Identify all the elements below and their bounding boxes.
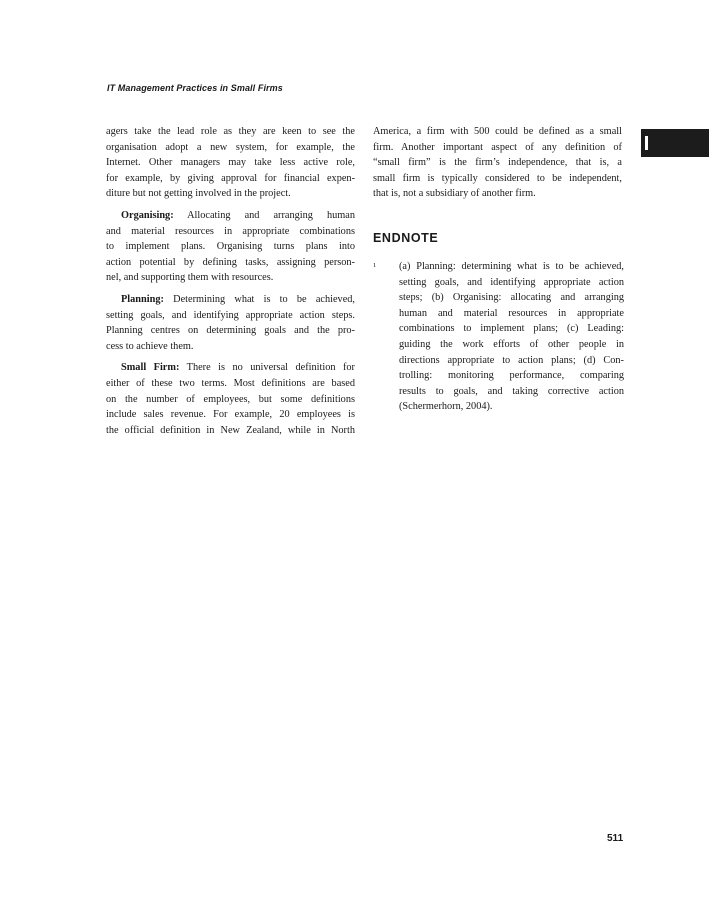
definition-term: Small Firm:	[121, 362, 180, 374]
definition-text: Allocating and arranging human	[173, 209, 355, 221]
endnote-text	[399, 259, 624, 415]
right-column	[373, 124, 622, 208]
definition-term: Organising:	[121, 209, 174, 221]
text-line: cess to achieve them.	[106, 340, 194, 352]
text-line: include sales revenue. For example, 20 employees is	[106, 409, 355, 421]
text-line: Internet. Other managers may take less active role,	[106, 157, 355, 169]
definition-first-line	[106, 292, 355, 308]
text-line: for example, by giving approval for financial expen-	[106, 172, 355, 184]
definition-term: Planning:	[121, 293, 164, 305]
text-line: small firm is typically considered to be independent,	[373, 172, 622, 184]
text-line: either of these two terms. Most definitions are based	[106, 377, 355, 389]
text-line: organisation adopt a new system, for example, the	[106, 141, 355, 153]
running-title: IT Management Practices in Small Firms	[107, 83, 283, 93]
chapter-thumb-tab	[641, 129, 709, 157]
definition-text: There is no universal definition for	[179, 362, 355, 374]
text-line: agers take the lead role as they are keen to see the	[106, 126, 355, 137]
page-number: 511	[607, 833, 624, 844]
definition-first-line	[106, 208, 355, 224]
text-line: “small firm” is the firm’s independence, that is, a	[373, 157, 622, 169]
text-line: diture but not getting involved in the project.	[106, 188, 291, 200]
text-line: setting goals, and identifying appropriate action steps.	[106, 309, 355, 321]
text-line: firm. Another important aspect of any definition of	[373, 141, 622, 153]
text-line: human and material resources in appropriate	[399, 307, 624, 319]
text-line: guiding the work efforts of other people in	[399, 338, 624, 350]
text-line: to implement plans. Organising turns plans into	[106, 241, 355, 253]
text-line: Planning centres on determining goals and the pro-	[106, 325, 355, 337]
text-line: on the number of employees, but some definitions	[106, 393, 355, 405]
text-line: nel, and supporting them with resources.	[106, 272, 274, 284]
definition-text: Determining what is to be achieved,	[163, 293, 355, 305]
text-line: setting goals, and identifying appropriate action	[399, 276, 624, 288]
definition-small-firm	[106, 360, 355, 438]
text-line: directions appropriate to action plans; (d) Con-	[399, 354, 624, 366]
text-line: trolling: monitoring performance, comparing	[399, 370, 624, 382]
endnote-heading: ENDNOTE	[373, 231, 439, 245]
text-line: (Schermerhorn, 2004).	[399, 401, 493, 413]
text-line: (a) Planning: determining what is to be achieved,	[399, 261, 624, 272]
text-line: the official definition in New Zealand, while in North	[106, 424, 355, 436]
text-line: and material resources in appropriate combinations	[106, 225, 355, 237]
definition-organising	[106, 208, 355, 286]
definition-small-firm-continued	[373, 124, 622, 202]
definition-planning	[106, 292, 355, 354]
text-line: action potential by defining tasks, assigning person-	[106, 256, 355, 268]
text-line: results to goals, and taking corrective action	[399, 385, 624, 397]
text-line: combinations to implement plans; (c) Leading:	[399, 323, 624, 335]
endnote-marker: 1	[373, 262, 377, 269]
text-line: America, a firm with 500 could be defined as a small	[373, 126, 622, 137]
paragraph-continuation	[106, 124, 355, 202]
left-column	[106, 124, 355, 444]
definition-first-line	[106, 360, 355, 376]
text-line: steps; (b) Organising: allocating and arranging	[399, 292, 624, 304]
text-line: that is, not a subsidiary of another firm.	[373, 188, 536, 200]
thumb-tab-notch	[645, 136, 648, 150]
